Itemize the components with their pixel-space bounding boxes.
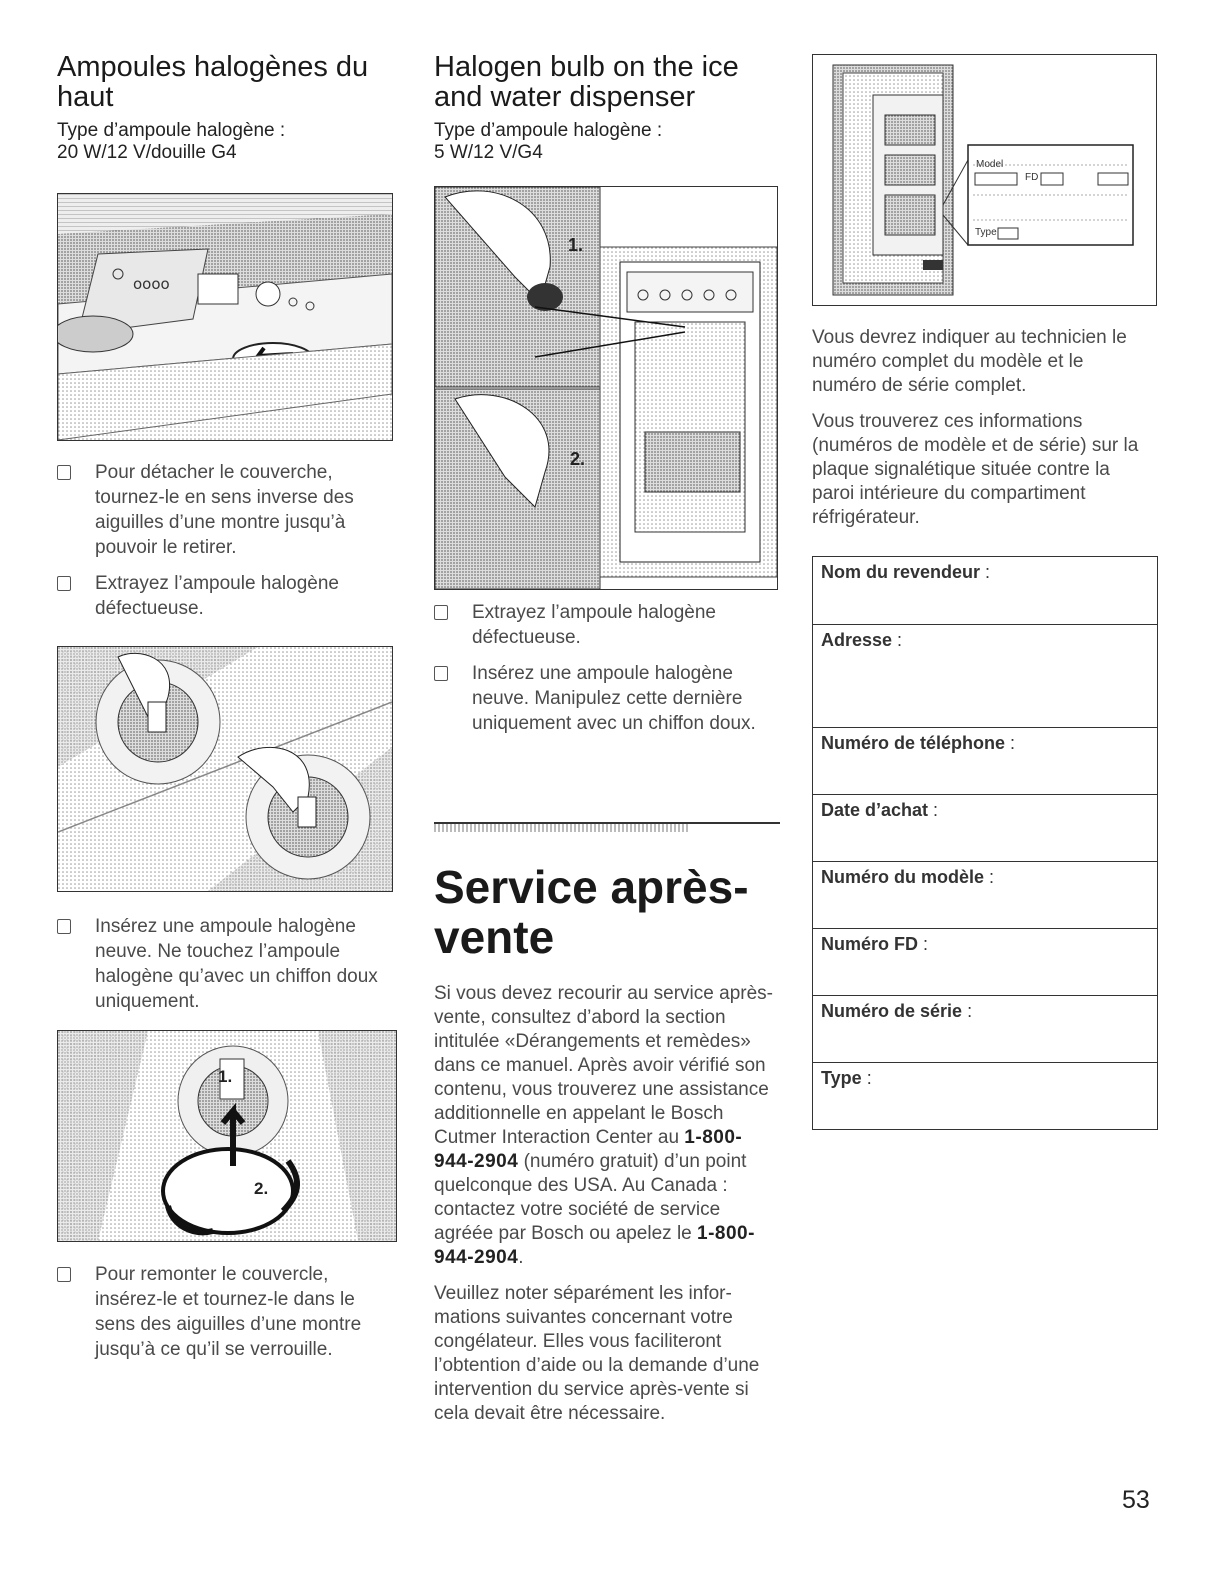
rating-plate-info xyxy=(812,326,1152,542)
info-row xyxy=(813,557,1158,625)
info-field-cell[interactable] xyxy=(813,795,1158,862)
info-field-cell[interactable] xyxy=(813,728,1158,795)
service-text: . xyxy=(518,1247,524,1268)
figure-step-label: 2. xyxy=(254,1179,269,1198)
service-text: Si vous devez recourir au service après-vente, consultez d’abord la section intitulée «Dérangements et remèdes» dans ce manuel. Après avoir vérifié son contenu, vous trouverez une assistance additionnelle en appelant le Bosch Cutmer Interaction Center au xyxy=(434,983,773,1148)
steps-left-3 xyxy=(57,1262,395,1373)
service-section xyxy=(434,862,780,1438)
column-left xyxy=(57,52,395,164)
info-row xyxy=(813,728,1158,795)
step-item xyxy=(434,661,780,736)
checkbox-bullet-icon xyxy=(57,919,71,934)
step-item xyxy=(434,600,780,650)
figure-step-label: 2. xyxy=(570,449,586,469)
phone-number: 1-800-944-2904 xyxy=(434,1223,755,1268)
info-field-label: Numéro FD xyxy=(821,934,919,954)
steps-middle xyxy=(434,600,780,747)
section-divider-shade xyxy=(434,824,690,832)
checkbox-bullet-icon xyxy=(57,465,71,480)
figure-cover-reinstall xyxy=(57,1030,397,1242)
checkbox-bullet-icon xyxy=(434,605,448,620)
step-item xyxy=(57,460,395,560)
section-title-dispenser-halogen: Halogen bulb on the ice and water dispenser xyxy=(434,51,739,113)
step-text: Insérez une ampoule halogène neuve. Ne touchez l’ampoule halogène qu’avec un chiffon doux uniquement. xyxy=(95,916,378,1012)
step-text: Pour remonter le couvercle, insérez-le et tournez-le dans le sens des aiguilles d’une montre jusqu’à ce qu’il se verrouille. xyxy=(95,1264,362,1360)
bulb-spec-line2: 20 W/12 V/douille G4 xyxy=(57,142,237,163)
customer-info-form xyxy=(812,556,1158,1130)
service-paragraph-2: Veuillez noter séparément les informations suivantes concernant votre congélateur. Elles vous faciliteront l’obtention d’aide ou la demande d’une intervention du service après-vente si cela devait être nécessaire. xyxy=(434,1283,760,1424)
figure-bulb-exchange xyxy=(57,646,393,892)
step-text: Extrayez l’ampoule halogène défectueuse. xyxy=(95,573,339,619)
info-field-cell[interactable] xyxy=(813,929,1158,996)
info-field-colon: : xyxy=(984,867,995,887)
step-text: Pour détacher le couverche, tournez-le en sens inverse des aiguilles d’une montre jusqu’à pouvoir le retirer. xyxy=(95,462,354,558)
step-item xyxy=(57,914,395,1014)
phone-number: 1-800-944-2904 xyxy=(434,1127,743,1172)
plate-model-label: Model xyxy=(976,159,1004,170)
step-item xyxy=(57,1262,395,1362)
svg-text:oooo: oooo xyxy=(133,275,170,293)
info-row xyxy=(813,996,1158,1063)
figure-step-label: 1. xyxy=(568,235,584,255)
info-row xyxy=(813,625,1158,728)
info-field-label: Numéro du modèle xyxy=(821,867,985,887)
checkbox-bullet-icon xyxy=(434,666,448,681)
bulb-spec-line1: Type d’ampoule halogène : xyxy=(434,120,663,141)
figure-rating-plate xyxy=(812,54,1157,306)
info-field-cell[interactable] xyxy=(813,996,1158,1063)
steps-left-2 xyxy=(57,914,395,1025)
column-middle xyxy=(434,52,780,164)
info-field-colon: : xyxy=(928,800,939,820)
info-row xyxy=(813,862,1158,929)
info-field-cell[interactable] xyxy=(813,862,1158,929)
service-title-line2: vente xyxy=(434,911,555,963)
info-row xyxy=(813,795,1158,862)
info-field-colon: : xyxy=(861,1068,872,1088)
bulb-spec-line2: 5 W/12 V/G4 xyxy=(434,142,543,163)
info-field-colon: : xyxy=(962,1001,973,1021)
info-field-label: Nom du revendeur xyxy=(821,562,981,582)
customer-info-table xyxy=(812,556,1158,1130)
page-number: 53 xyxy=(1122,1486,1150,1514)
bulb-spec-line1: Type d’ampoule halogène : xyxy=(57,120,286,141)
figure-cover-removal xyxy=(57,193,393,441)
info-field-label: Numéro de téléphone xyxy=(821,733,1006,753)
info-field-colon: : xyxy=(918,934,929,954)
steps-left-1 xyxy=(57,460,395,632)
service-title xyxy=(434,862,780,962)
info-field-cell[interactable] xyxy=(813,557,1158,625)
info-row xyxy=(813,929,1158,996)
plate-type-label: Type xyxy=(975,227,997,238)
step-text: Extrayez l’ampoule halogène défectueuse. xyxy=(472,602,716,648)
info-field-colon: : xyxy=(1005,733,1016,753)
info-field-cell[interactable] xyxy=(813,1063,1158,1130)
section-title-top-halogen: Ampoules halogènes du haut xyxy=(57,51,369,113)
figure-step-label: 1. xyxy=(218,1067,233,1086)
figure-dispenser-bulb xyxy=(434,186,778,590)
info-row xyxy=(813,1063,1158,1130)
info-field-label: Numéro de série xyxy=(821,1001,963,1021)
service-title-line1: Service après- xyxy=(434,861,749,913)
info-field-label: Adresse xyxy=(821,630,893,650)
plate-location-paragraph: Vous trouverez ces informations (numéros de modèle et de série) sur la plaque signalétique située contre la paroi intérieure du compartiment réfrigérateur. xyxy=(812,411,1139,528)
checkbox-bullet-icon xyxy=(57,576,71,591)
plate-fd-label: FD xyxy=(1025,172,1039,183)
info-field-cell[interactable] xyxy=(813,625,1158,728)
service-paragraph-1 xyxy=(434,982,780,1270)
info-field-label: Date d’achat xyxy=(821,800,929,820)
step-text: Insérez une ampoule halogène neuve. Manipulez cette dernière uniquement avec un chiffon doux. xyxy=(472,663,756,734)
service-text: (numéro gratuit) d’un point quelconque des USA. Au Canada : contactez votre société de service agréée par Bosch ou apelez le xyxy=(434,1151,747,1244)
info-field-colon: : xyxy=(892,630,903,650)
step-item xyxy=(57,571,395,621)
info-field-label: Type xyxy=(821,1068,862,1088)
checkbox-bullet-icon xyxy=(57,1267,71,1282)
info-field-colon: : xyxy=(980,562,991,582)
technician-info-paragraph: Vous devrez indiquer au technicien le numéro complet du modèle et le numéro de série complet. xyxy=(812,327,1127,396)
